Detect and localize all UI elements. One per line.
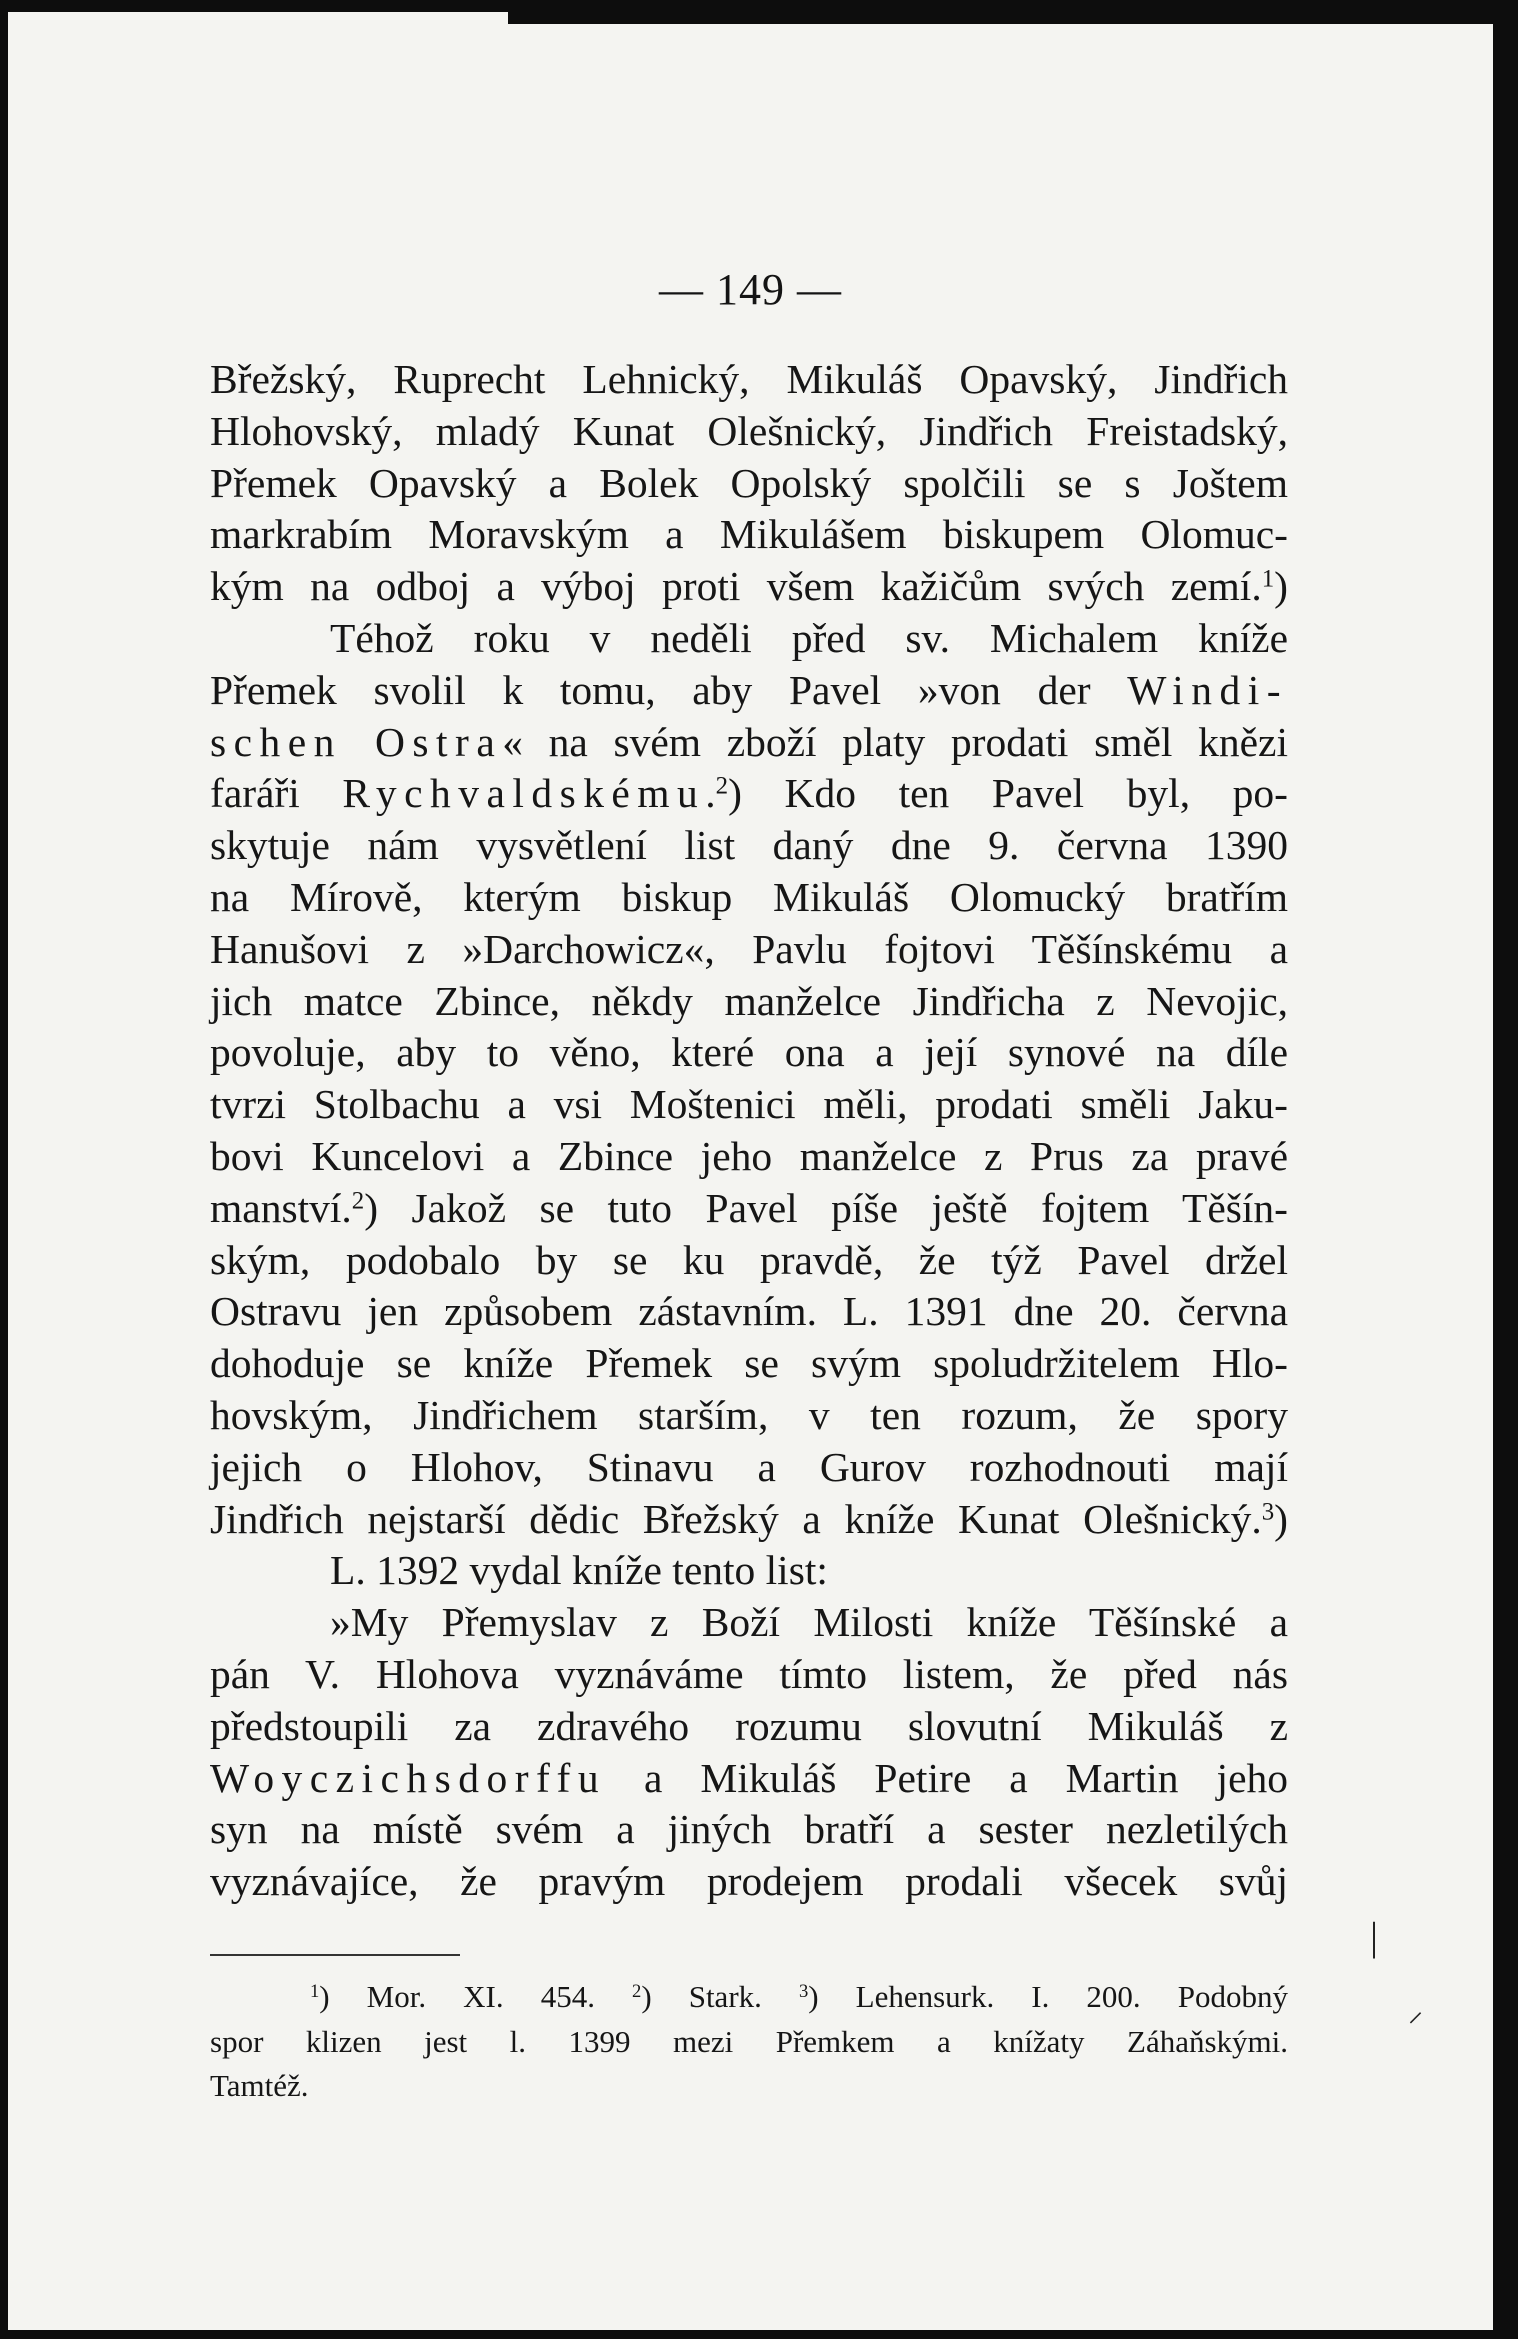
footnote-line: $^1$) Mor. XI. 454. $^2$) Stark. $^3$) Lehensurk. I. 200. Podobný	[310, 1979, 1288, 2014]
scan-edge	[508, 12, 1508, 24]
text-line: schen Ostra« na svém zboží platy prodati směl knězi	[210, 718, 1288, 765]
footnote-divider	[210, 1954, 460, 1956]
footnote-marker: 3	[1261, 1497, 1275, 1525]
text-line: markrabím Moravským a Mikulášem biskupem Olomuc-	[210, 511, 1288, 558]
text-line: vyznávajíce, že pravým prodejem prodali všecek svůj	[210, 1858, 1288, 1905]
text-line: Ostravu jen způsobem zástavním. L. 1391 dne 20. června	[210, 1288, 1288, 1335]
text-line: Hanušovi z »Darchowicz«, Pavlu fojtovi Těšínskému a	[210, 925, 1288, 972]
text-line: jich matce Zbince, někdy manželce Jindřicha z Nevojic,	[210, 977, 1288, 1024]
text-line: Hlohovský, mladý Kunat Olešnický, Jindřich Freistadský,	[210, 407, 1288, 454]
text-line: skytuje nám vysvětlení list daný dne 9. června 1390	[210, 822, 1288, 869]
text-line: povoluje, aby to věno, které ona a její synové na díle	[210, 1029, 1288, 1076]
text-line: syn na místě svém a jiných bratří a sester nezletilých	[210, 1806, 1288, 1853]
book-page	[8, 12, 1493, 2330]
text-line: »My Přemyslav z Boží Milosti kníže Těšínské a	[330, 1599, 1288, 1646]
text-line: dohoduje se kníže Přemek se svým spoludržitelem Hlo-	[210, 1340, 1288, 1387]
text-line: Jindřich nejstarší dědic Břežský a kníže Kunat Olešnický.$^3$)	[210, 1495, 1288, 1542]
text-line: předstoupili za zdravého rozumu slovutní Mikuláš z	[210, 1702, 1288, 1749]
text-line: Břežský, Ruprecht Lehnický, Mikuláš Opavský, Jindřich	[210, 356, 1288, 402]
footnote-marker: 1	[310, 1980, 320, 2002]
margin-mark: ⸝	[1408, 1995, 1423, 2028]
footnote-marker: 2	[351, 1187, 365, 1215]
footnote-marker: 2	[715, 772, 729, 800]
text-line: jejich o Hlohov, Stinavu a Gurov rozhodnouti mají	[210, 1443, 1288, 1490]
footnote-line: spor klizen jest l. 1399 mezi Přemkem a knížaty Záhaňskými.	[210, 2023, 1288, 2059]
page-number: — 149 —	[659, 265, 842, 314]
text-line: na Mírově, kterým biskup Mikuláš Olomucký bratřím	[210, 873, 1288, 920]
body-text	[210, 354, 1288, 1908]
margin-mark: |	[1370, 1914, 1379, 1959]
text-line: bovi Kuncelovi a Zbince jeho manželce z Prus za pravé	[210, 1132, 1288, 1179]
footnotes	[210, 1975, 1288, 2109]
text-line: Přemek Opavský a Bolek Opolský spolčili se s Joštem	[210, 459, 1288, 506]
footnote-line: Tamtéž.	[210, 2068, 309, 2103]
footnote-marker: 1	[1261, 565, 1275, 593]
text-line: faráři Rychvaldskému.$^2$) Kdo ten Pavel byl, po-	[210, 770, 1288, 817]
text-line: Téhož roku v neděli před sv. Michalem kníže	[330, 614, 1288, 661]
text-line: hovským, Jindřichem starším, v ten rozum, že spory	[210, 1391, 1288, 1438]
footnote-marker: 2	[632, 1980, 642, 2002]
text-line: manství.$^2$) Jakož se tuto Pavel píše ještě fojtem Těšín-	[210, 1184, 1288, 1231]
text-line: L. 1392 vydal kníže tento list:	[330, 1547, 828, 1594]
text-line: Přemek svolil k tomu, aby Pavel »von der Windi-	[210, 666, 1288, 713]
text-line: Woyczichsdorffu a Mikuláš Petire a Martin jeho	[210, 1754, 1288, 1801]
text-line: pán V. Hlohova vyznáváme tímto listem, že před nás	[210, 1650, 1288, 1697]
text-line: ským, podobalo by se ku pravdě, že týž Pavel držel	[210, 1236, 1288, 1283]
footnote-marker: 3	[798, 1980, 809, 2002]
text-line: kým na odboj a výboj proti všem kažičům svých zemí.$^1$)	[210, 563, 1288, 610]
text-line: tvrzi Stolbachu a vsi Moštenici měli, prodati směli Jaku-	[210, 1081, 1288, 1128]
